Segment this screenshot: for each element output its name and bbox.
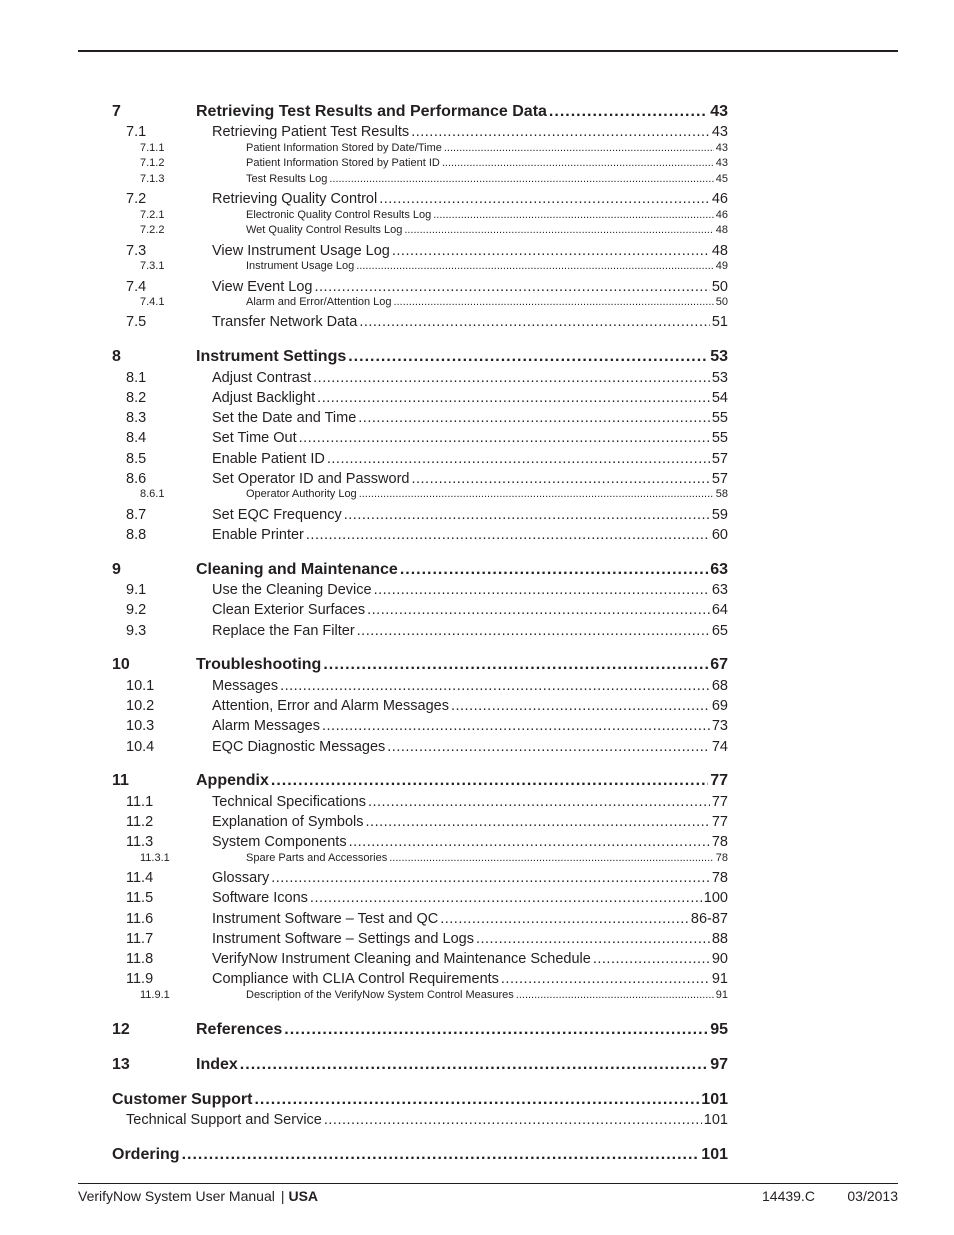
toc-entry-page: 90 [711,951,728,967]
toc-entry-line [212,623,728,639]
toc-entry-page: 73 [711,718,728,734]
toc-entry-number: 8.7 [126,507,147,523]
toc-entry-line [196,103,728,121]
toc-entry-title: Retrieving Patient Test Results [212,124,410,140]
dot-leader [516,989,714,1001]
toc-entry[interactable] [0,772,954,792]
toc-entry-number: 7.3.1 [140,260,165,272]
toc-entry-line [196,348,728,366]
toc-entry-title: Cleaning and Maintenance [196,561,398,578]
toc-entry[interactable] [0,1021,954,1041]
toc-entry-line [212,834,728,850]
toc-entry-page: 77 [711,814,728,830]
toc-entry-line [212,931,728,947]
toc-entry-line [246,296,728,308]
toc-entry[interactable] [0,314,954,334]
toc-entry-title: Appendix [196,772,269,789]
toc-entry-page: 45 [715,173,728,185]
dot-leader [344,507,710,523]
toc-entry-line [212,814,728,830]
toc-entry-page: 59 [711,507,728,523]
toc-entry-title: Instrument Software – Test and QC [212,911,439,927]
toc-entry-page: 77 [711,794,728,810]
toc-entry-page: 49 [715,260,728,272]
toc-entry-page: 50 [711,279,728,295]
toc-entry-page: 46 [715,209,728,221]
toc-entry[interactable] [0,698,954,718]
toc-entry[interactable] [0,678,954,698]
toc-entry-line [246,173,728,185]
toc-entry[interactable] [0,971,954,991]
toc-entry-page: 53 [710,348,728,365]
toc-entry-line [212,698,728,714]
toc-entry-title: Transfer Network Data [212,314,358,330]
toc-entry-line [212,678,728,694]
toc-entry-title: Troubleshooting [196,656,322,673]
toc-entry[interactable] [0,1056,954,1076]
toc-entry-number: 7.2.1 [140,209,165,221]
toc-entry-line [212,794,728,810]
toc-entry-page: 51 [711,314,728,330]
toc-entry-line [212,507,728,523]
footer-manual-info [78,1188,318,1204]
toc-entry[interactable] [0,1112,954,1132]
toc-entry-title: Software Icons [212,890,308,906]
toc-entry[interactable] [0,794,954,814]
dot-leader [271,772,708,790]
dot-leader [374,582,710,598]
toc-entry-title: View Instrument Usage Log [212,243,390,259]
toc-entry-title: Alarm Messages [212,718,320,734]
toc-entry-number: 8.2 [126,390,147,406]
toc-entry-title: Instrument Software – Settings and Logs [212,931,474,947]
toc-entry-number: 13 [112,1056,130,1073]
toc-entry-number: 8.8 [126,527,147,543]
toc-entry-number: 7.2.2 [140,224,165,236]
dot-leader [323,656,708,674]
toc-entry[interactable] [0,488,954,508]
toc-entry-number: 7.1 [126,124,147,140]
toc-entry-title: Set Time Out [212,430,297,446]
toc-entry-title: Adjust Contrast [212,370,312,386]
toc-entry-title: EQC Diagnostic Messages [212,739,386,755]
toc-entry-title: Explanation of Symbols [212,814,364,830]
dot-leader [387,739,710,755]
toc-entry-page: 63 [710,561,728,578]
dot-leader [476,931,710,947]
toc-entry[interactable] [0,348,954,368]
toc-entry-title: Set the Date and Time [212,410,357,426]
dot-leader [392,243,710,259]
toc-entry-page: 68 [711,678,728,694]
toc-entry[interactable] [0,931,954,951]
toc-entry[interactable] [0,656,954,676]
toc-entry-page: 86-87 [690,911,728,927]
dot-leader [280,678,710,694]
toc-entry-number: 9.2 [126,602,147,618]
toc-entry-line [246,209,728,221]
toc-entry-page: 69 [711,698,728,714]
toc-entry-page: 100 [703,890,728,906]
toc-entry[interactable] [0,951,954,971]
toc-entry[interactable] [0,870,954,890]
toc-entry[interactable] [0,410,954,430]
toc-entry-number: 8.6.1 [140,488,165,500]
dot-leader [451,698,710,714]
toc-entry-line [212,527,728,543]
toc-entry-number: 11.5 [126,890,154,906]
dot-leader [356,260,714,272]
toc-entry[interactable] [0,718,954,738]
toc-entry-line [212,279,728,295]
toc-entry-line [112,1146,728,1164]
toc-entry[interactable] [0,911,954,931]
toc-entry[interactable] [0,1146,954,1166]
toc-entry[interactable] [0,430,954,450]
toc-entry-line [112,1091,728,1109]
footer-date: 03/2013 [847,1188,898,1204]
toc-entry[interactable] [0,739,954,759]
toc-entry-number: 9 [112,561,121,578]
toc-entry-line [246,260,728,272]
dot-leader [404,224,713,236]
toc-entry[interactable] [0,989,954,1009]
toc-entry-title: Compliance with CLIA Control Requirements [212,971,499,987]
toc-entry-title: References [196,1021,283,1038]
toc-entry-number: 11.4 [126,870,154,886]
toc-entry-title: Messages [212,678,279,694]
toc-entry-title: Ordering [112,1146,180,1163]
toc-entry-title: Attention, Error and Alarm Messages [212,698,449,714]
toc-entry-number: 7.1.3 [140,173,165,185]
toc-entry-line [246,852,728,864]
toc-entry[interactable] [0,890,954,910]
toc-entry-number: 7.5 [126,314,147,330]
toc-entry-line [212,410,728,426]
dot-leader [433,209,714,221]
toc-entry-line [212,870,728,886]
toc-entry-title: Enable Patient ID [212,451,325,467]
toc-entry-line [212,971,728,987]
toc-entry-title: Enable Printer [212,527,304,543]
toc-entry-title: VerifyNow Instrument Cleaning and Maintenance Schedule [212,951,591,967]
toc-entry-number: 12 [112,1021,130,1038]
dot-leader [329,173,713,185]
toc-entry-page: 53 [711,370,728,386]
dot-leader [254,1091,699,1109]
toc-entry-line [212,124,728,140]
toc-entry-page: 43 [715,142,728,154]
toc-entry-number: 10.3 [126,718,155,734]
toc-entry-title: Spare Parts and Accessories [246,852,388,864]
toc-entry-line [212,739,728,755]
dot-leader [322,718,710,734]
dot-leader [442,157,714,169]
toc-entry-number: 11.2 [126,814,154,830]
dot-leader [284,1021,708,1039]
toc-entry-line [212,911,728,927]
toc-entry-title: Technical Support and Service [126,1112,322,1128]
dot-leader [440,911,689,927]
footer-region: USA [288,1188,319,1204]
dot-leader [394,296,714,308]
dot-leader [324,1112,702,1128]
toc-entry[interactable] [0,623,954,643]
toc-entry[interactable] [0,390,954,410]
toc-entry-number: 11.9.1 [140,989,170,1001]
toc-entry-number: 11.3 [126,834,154,850]
toc-entry-title: Description of the VerifyNow System Control Measures [246,989,514,1001]
toc-entry-number: 8.6 [126,471,147,487]
dot-leader [327,451,710,467]
toc-entry-title: Glossary [212,870,270,886]
toc-entry[interactable] [0,852,954,872]
toc-entry-page: 55 [711,430,728,446]
toc-entry-page: 67 [710,656,728,673]
toc-entry[interactable] [0,834,954,854]
toc-entry-line [212,191,728,207]
dot-leader [501,971,710,987]
dot-leader [317,390,710,406]
dot-leader [240,1056,708,1074]
toc-entry-title: Instrument Settings [196,348,347,365]
toc-entry-page: 43 [710,103,728,120]
toc-entry-title: Patient Information Stored by Patient ID [246,157,440,169]
toc-entry-number: 9.1 [126,582,147,598]
toc-entry-title: Clean Exterior Surfaces [212,602,366,618]
toc-entry[interactable] [0,260,954,280]
toc-entry-number: 11.8 [126,951,154,967]
dot-leader [549,103,708,121]
toc-entry-page: 78 [715,852,728,864]
toc-entry-page: 46 [711,191,728,207]
dot-leader [182,1146,700,1164]
toc-entry-page: 101 [701,1146,728,1163]
toc-entry-number: 10.1 [126,678,155,694]
toc-entry-number: 8.1 [126,370,147,386]
toc-entry-title: Retrieving Test Results and Performance Data [196,103,547,120]
dot-leader [271,870,710,886]
toc-entry-title: Index [196,1056,238,1073]
toc-entry-page: 64 [711,602,728,618]
toc-entry-number: 7.3 [126,243,147,259]
dot-leader [358,410,710,426]
toc-entry-number: 8.3 [126,410,147,426]
dot-leader [593,951,710,967]
dot-leader [411,124,710,140]
toc-entry-title: Set Operator ID and Password [212,471,410,487]
toc-entry-page: 50 [715,296,728,308]
toc-entry-page: 78 [711,834,728,850]
toc-entry-title: Technical Specifications [212,794,366,810]
dot-leader [357,623,710,639]
dot-leader [299,430,710,446]
footer-manual-title: VerifyNow System User Manual [78,1188,275,1204]
toc-entry[interactable] [0,191,954,211]
toc-entry-title: Test Results Log [246,173,328,185]
footer-rule [78,1183,898,1184]
toc-entry-number: 7 [112,103,121,120]
toc-entry-number: 7.4.1 [140,296,165,308]
toc-entry-line [212,951,728,967]
toc-entry[interactable] [0,1091,954,1111]
toc-entry-page: 97 [710,1056,728,1073]
toc-entry-line [196,1056,728,1074]
toc-entry-number: 9.3 [126,623,147,639]
toc-entry-page: 48 [711,243,728,259]
dot-leader [444,142,714,154]
toc-entry-page: 74 [711,739,728,755]
dot-leader [349,834,710,850]
toc-entry-number: 11.9 [126,971,154,987]
toc-entry-line [212,314,728,330]
toc-entry[interactable] [0,124,954,144]
toc-entry-page: 88 [711,931,728,947]
dot-leader [411,471,709,487]
toc-entry-title: Set EQC Frequency [212,507,342,523]
toc-entry-title: Wet Quality Control Results Log [246,224,403,236]
dot-leader [359,488,714,500]
toc-entry-line [246,224,728,236]
toc-entry-title: Electronic Quality Control Results Log [246,209,432,221]
toc-entry-title: Use the Cleaning Device [212,582,372,598]
toc-entry-line [246,488,728,500]
toc-entry[interactable] [0,451,954,471]
toc-entry-number: 10.4 [126,739,155,755]
toc-entry-line [212,390,728,406]
toc-entry-page: 57 [711,451,728,467]
toc-entry-line [196,561,728,579]
toc-entry-page: 63 [711,582,728,598]
toc-entry-number: 8 [112,348,121,365]
toc-entry-page: 101 [701,1091,728,1108]
toc-entry-number: 10.2 [126,698,155,714]
toc-entry-page: 60 [711,527,728,543]
footer-doc-number: 14439.C [762,1188,815,1204]
toc-entry[interactable] [0,296,954,316]
toc-entry-line [212,471,728,487]
toc-entry-title: Patient Information Stored by Date/Time [246,142,442,154]
dot-leader [310,890,702,906]
toc-entry-title: Alarm and Error/Attention Log [246,296,392,308]
toc-entry-number: 11 [112,772,129,789]
toc-entry-title: View Event Log [212,279,313,295]
toc-entry-number: 7.4 [126,279,147,295]
toc-entry-line [212,370,728,386]
toc-entry-title: System Components [212,834,347,850]
dot-leader [368,794,710,810]
toc-entry-number: 8.5 [126,451,147,467]
toc-entry-line [196,656,728,674]
toc-entry-page: 43 [711,124,728,140]
toc-entry[interactable] [0,582,954,602]
dot-leader [389,852,714,864]
toc-entry[interactable] [0,561,954,581]
toc-entry[interactable] [0,224,954,244]
toc-entry-line [246,157,728,169]
toc-entry-line [196,1021,728,1039]
toc-entry-page: 77 [710,772,728,789]
toc-entry-page: 54 [711,390,728,406]
dot-leader [366,814,710,830]
toc-entry-page: 95 [710,1021,728,1038]
toc-entry-line [212,582,728,598]
toc-entry-number: 7.1.1 [140,142,165,154]
dot-leader [379,191,710,207]
toc-entry-number: 7.2 [126,191,147,207]
toc-entry-number: 10 [112,656,130,673]
toc-entry-line [196,772,728,790]
toc-entry-title: Customer Support [112,1091,253,1108]
toc-entry-title: Adjust Backlight [212,390,316,406]
toc-entry-title: Instrument Usage Log [246,260,355,272]
toc-entry-number: 11.6 [126,911,154,927]
toc-entry-line [212,430,728,446]
toc-entry-page: 58 [715,488,728,500]
dot-leader [315,279,710,295]
toc-entry-number: 8.4 [126,430,147,446]
toc-entry-title: Operator Authority Log [246,488,357,500]
toc-entry[interactable] [0,370,954,390]
dot-leader [306,527,710,543]
toc-entry-number: 11.3.1 [140,852,170,864]
toc-entry-line [246,989,728,1001]
dot-leader [348,348,708,366]
dot-leader [313,370,710,386]
toc-entry-title: Retrieving Quality Control [212,191,378,207]
toc-entry-page: 55 [711,410,728,426]
toc-entry-line [126,1112,728,1128]
toc-entry-line [212,602,728,618]
footer-separator: | [280,1188,285,1204]
toc-entry-number: 11.7 [126,931,154,947]
dot-leader [367,602,710,618]
toc-entry-title: Replace the Fan Filter [212,623,355,639]
toc-entry-line [212,451,728,467]
toc-entry-number: 11.1 [126,794,154,810]
dot-leader [400,561,708,579]
toc-entry[interactable] [0,602,954,622]
toc-entry-page: 91 [715,989,728,1001]
toc-entry-page: 48 [715,224,728,236]
toc-entry-number: 7.1.2 [140,157,165,169]
toc-entry-page: 57 [711,471,728,487]
toc-entry[interactable] [0,173,954,193]
header-rule [78,50,898,52]
toc-entry[interactable] [0,814,954,834]
toc-entry-line [212,890,728,906]
toc-entry-page: 78 [711,870,728,886]
toc-entry[interactable] [0,527,954,547]
toc-entry[interactable] [0,103,954,123]
toc-entry-line [246,142,728,154]
toc-entry-page: 65 [711,623,728,639]
toc-entry-page: 91 [711,971,728,987]
toc-entry-line [212,718,728,734]
toc-entry-page: 43 [715,157,728,169]
toc-entry-line [212,243,728,259]
toc-entry[interactable] [0,507,954,527]
dot-leader [359,314,710,330]
toc-entry-page: 101 [703,1112,728,1128]
